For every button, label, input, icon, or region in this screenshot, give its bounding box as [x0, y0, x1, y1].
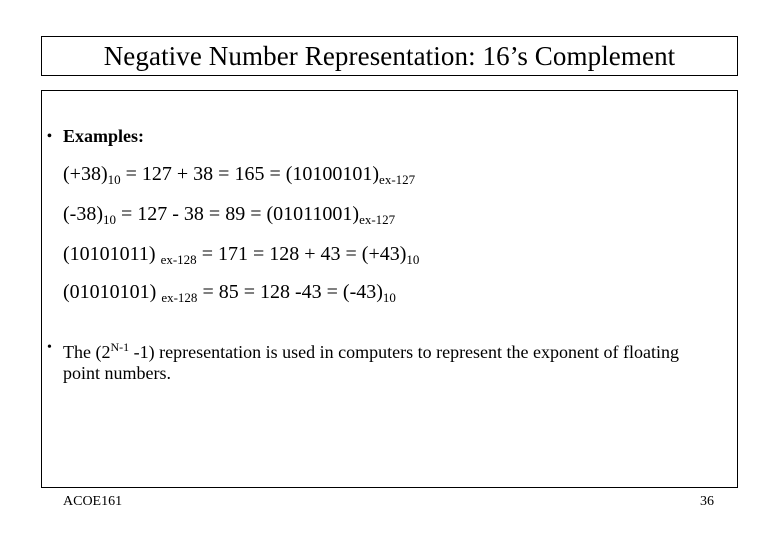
eq4-lhs-sub: ex-128: [161, 290, 198, 305]
eq2-lhs-sub: 10: [102, 212, 116, 227]
slide-title-text: Negative Number Representation: 16’s Complement: [103, 40, 676, 71]
note-prefix: The (2: [63, 342, 111, 362]
eq3-lhs: (10101011): [63, 243, 156, 265]
examples-heading: Examples:: [63, 126, 144, 146]
equation-3: [63, 243, 419, 268]
slide-title: [41, 36, 738, 76]
footer-course-code: ACOE161: [63, 494, 123, 509]
note-bullet: [47, 337, 703, 384]
eq3-lhs-sub: ex-128: [160, 252, 197, 267]
equation-4: [63, 281, 396, 306]
eq4-rhs: = 85 = 128 -43 = (-43): [197, 281, 383, 303]
eq4-rhs-sub: 10: [382, 290, 396, 305]
bullet-dot-icon: •: [47, 340, 52, 355]
examples-bullet: [47, 126, 144, 147]
eq1-lhs: (+38): [63, 163, 108, 185]
eq2-rhs: = 127 - 38 = 89 = (01011001): [115, 203, 360, 225]
eq2-rhs-sub: ex-127: [359, 212, 396, 227]
equation-1: [63, 163, 415, 188]
equation-2: [63, 203, 395, 228]
eq1-rhs: = 127 + 38 = 165 = (10100101): [120, 163, 380, 185]
eq3-rhs-sub: 10: [406, 252, 420, 267]
eq1-lhs-sub: 10: [107, 172, 121, 187]
bullet-dot-icon: •: [47, 129, 52, 144]
page-number: 36: [700, 494, 714, 509]
eq2-lhs: (-38): [63, 203, 103, 225]
eq3-rhs: = 171 = 128 + 43 = (+43): [196, 243, 407, 265]
note-suffix: -1) representation is used in computers to represent the exponent of floating point numbers.: [63, 342, 679, 383]
eq1-rhs-sub: ex-127: [379, 172, 416, 187]
note-sup: N-1: [110, 340, 130, 354]
eq4-lhs: (01010101): [63, 281, 157, 303]
